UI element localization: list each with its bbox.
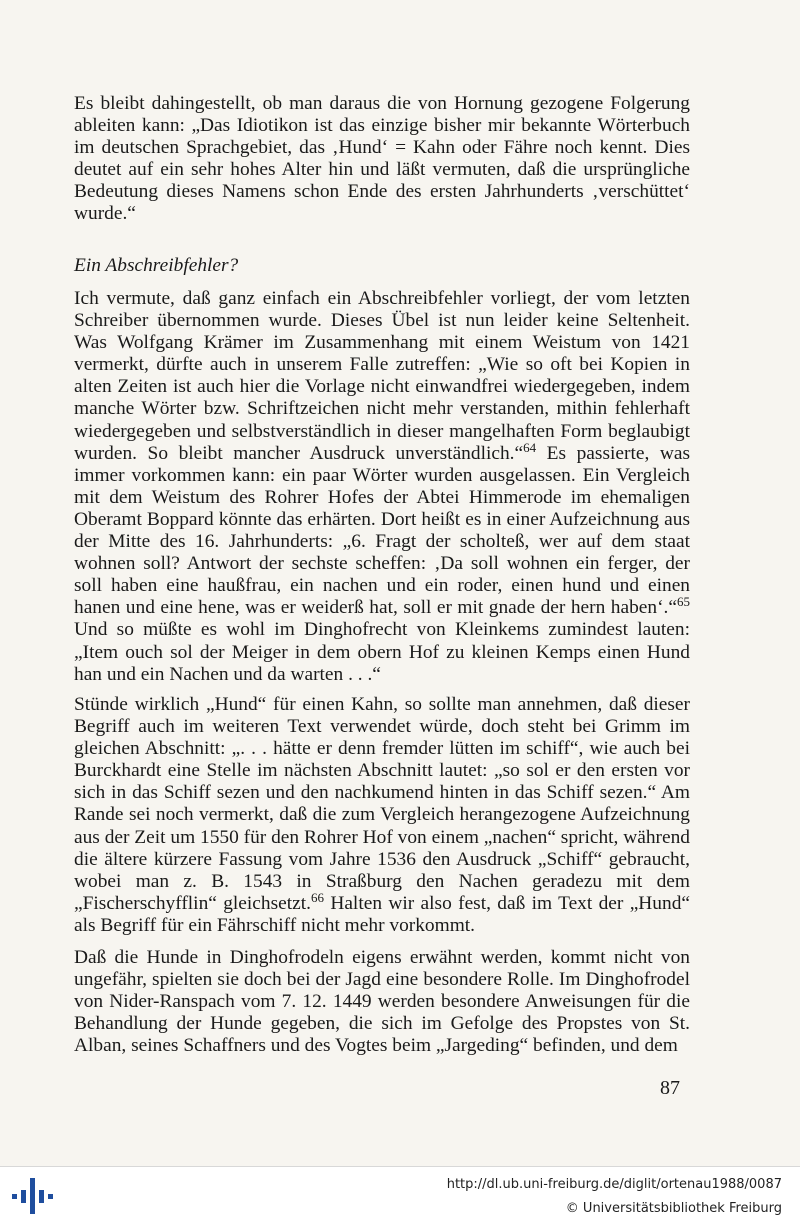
page-number: 87: [660, 1077, 680, 1099]
ub-freiburg-logo-icon: [10, 1176, 54, 1216]
paragraph-3: [74, 694, 690, 937]
footnote-ref-66: 66: [310, 889, 324, 905]
paragraph-4-text: Daß die Hunde in Dinghofrodeln eigens erwähnt werden, kommt nicht von ungefähr, spielten sie doch bei der Jagd eine besondere Rolle. Im Dinghofrodel von Nider-Ranspach vom 7. 12. 1449 werden besondere Anweisungen für die Behandlung der Hunde gegeben, die sich im Gefolge des Propstes von St. Alban, seines Schaffners und des Vogtes beim „Jargeding“ befinden, und dem: [74, 947, 690, 1057]
paragraph-2-text-c: Und so müßte es wohl im Dinghofrecht von Kleinkems zumindest lauten: „Item ouch sol der Meiger in dem obern Hof zu kleinen Kemps einen Hund han und ein Nachen und da warten . . .“: [74, 619, 690, 685]
footnote-ref-65: 65: [677, 594, 690, 610]
copyright-notice: © Universitätsbibliothek Freiburg: [565, 1201, 782, 1216]
paragraph-3-text-b: Halten wir also fest, daß im Text der „Hund“ als Begriff für ein Fährschiff nicht mehr vorkommt.: [74, 892, 691, 936]
paragraph-2: [74, 288, 690, 686]
paragraph-1: [74, 93, 690, 226]
paragraph-4: [74, 947, 690, 1057]
paragraph-2-text-a: Ich vermute, daß ganz einfach ein Abschreibfehler vorliegt, der vom letzten Schreiber übernommen wurde. Dieses Übel ist nun leider keine Seltenheit. Was Wolfgang Krämer im Zusammenhang mit einem Weistum von 1421 vermerkt, dürfte auch in unserem Falle zutreffen: „Wie so oft bei Kopien in alten Zeiten ist auch hier die Vorlage nicht einwandfrei wiedergegeben, indem manche Wörter bzw. Schriftzeichen nicht mehr verstanden, mithin fehlerhaft wiedergegeben und selbstverständlich in dieser mangelhaften Form beglaubigt wurden. So bleibt mancher Ausdruck unverständlich.“: [74, 288, 690, 464]
paragraph-2-text-b: Es passierte, was immer vorkommen kann: ein paar Wörter wurden ausgelassen. Ein Vergleich mit dem Weistum des Rohrer Hofes der Abtei Himmerode im ehemaligen Oberamt Boppard könnte das erhärten. Dort heißt es in einer Aufzeichnung aus der Mitte des 16. Jahrhunderts: „6. Fragt der scholteß, wer auf dem staat wohnen soll? Antwort der sechste scheffen: ‚Da soll wohnen ein ferger, der soll haben eine haußfrau, ein nachen und ein roder, einen hund und einen hanen und eine hene, was er weiderß hat, soll er mit gnade der hern haben‘.“: [74, 442, 691, 619]
footer-bar: [0, 1166, 800, 1225]
paragraph-1-text: Es bleibt dahingestellt, ob man daraus die von Hornung gezogene Folgerung ableiten kann: „Das Idiotikon ist das einzige bisher mir bekannte Wörterbuch im deutschen Sprachgebiet, das ‚Hund‘ = Kahn oder Fähre noch kennt. Dies deutet auf ein sehr hohes Alter hin und läßt vermuten, daß die ursprüngliche Bedeutung dieses Namens schon Ende des ersten Jahrhunderts ‚verschüttet‘ wurde.“: [74, 93, 690, 225]
footnote-ref-64: 64: [523, 439, 537, 455]
section-heading: Ein Abschreibfehler?: [74, 255, 239, 276]
permalink-link[interactable]: http://dl.ub.uni-freiburg.de/diglit/ortenau1988/0087: [446, 1177, 782, 1192]
paragraph-3-text-a: Stünde wirklich „Hund“ für einen Kahn, so sollte man annehmen, daß dieser Begriff auch im weiteren Text verwendet würde, doch steht bei Grimm im gleichen Abschnitt: „. . . hätte er denn fremder lütten im schiff“, wie auch bei Burckhardt eine Stelle im nächsten Abschnitt lautet: „so sol er den ersten vor sich in das Schiff sezen und den nachkumend hinten in das Schiff sezen.“ Am Rande sei noch vermerkt, daß die zum Vergleich herangezogene Aufzeichnung aus der Zeit um 1550 für den Rohrer Hof von einem „nachen“ spricht, während die ältere kürzere Fassung vom Jahre 1536 den Ausdruck „Schiff“ gebraucht, wobei man z. B. 1543 in Straßburg den Nachen geradezu mit dem „Fischerschyfflin“ gleichsetzt.: [74, 694, 690, 914]
